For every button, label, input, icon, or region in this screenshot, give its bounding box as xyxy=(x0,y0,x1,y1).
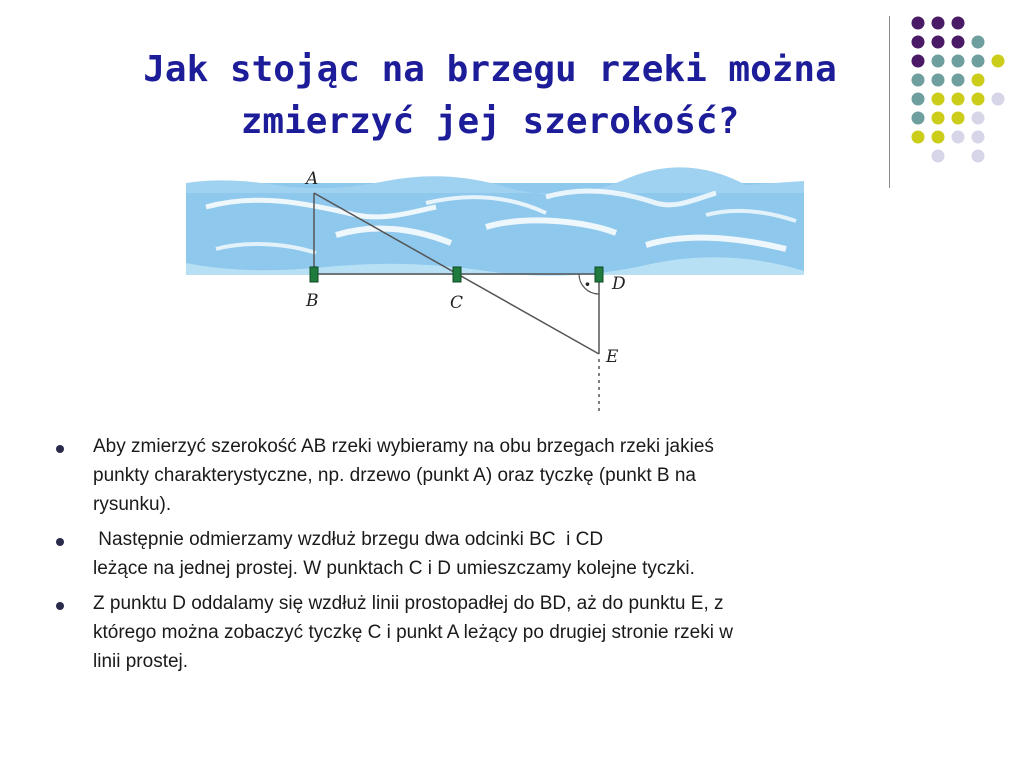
bullet-text-line: rysunku). xyxy=(93,494,172,515)
river xyxy=(186,167,804,275)
bullet-item xyxy=(56,432,976,519)
label-c: C xyxy=(450,293,464,313)
bullet-item xyxy=(56,525,976,583)
bullet-text-line: punkty charakterystyczne, np. drzewo (punkt A) oraz tyczkę (punkt B na xyxy=(93,465,696,486)
label-d: D xyxy=(612,274,626,294)
pole-c xyxy=(453,267,461,282)
label-e: E xyxy=(606,347,619,367)
dot-row-7 xyxy=(912,131,985,144)
decorative-divider xyxy=(889,16,890,188)
title-line-2: zmierzyć jej szerokość? xyxy=(240,101,740,142)
dot-row-8 xyxy=(932,150,985,163)
slide-title xyxy=(90,44,890,148)
dot-row-2 xyxy=(912,36,985,49)
bullet-dot-icon xyxy=(56,538,64,546)
bullet-item xyxy=(56,589,976,676)
bullet-text-line: Następnie odmierzamy wzdłuż brzegu dwa odcinki BC i CD xyxy=(93,529,604,550)
dot-row-5 xyxy=(912,93,1005,106)
bullet-text-line: którego można zobaczyć tyczkę C i punkt A leżący po drugiej stronie rzeki w xyxy=(93,622,733,643)
bullet-list xyxy=(56,432,976,682)
bullet-text-line: Z punktu D oddalamy się wzdłuż linii prostopadłej do BD, aż do punktu E, z xyxy=(93,593,724,614)
bullet-dot-icon xyxy=(56,445,64,453)
dot-row-3 xyxy=(912,55,1005,68)
title-line-1: Jak stojąc na brzegu rzeki można xyxy=(143,49,837,90)
label-b: B xyxy=(306,291,319,311)
dot-row-4 xyxy=(912,74,985,87)
label-a: A xyxy=(306,169,319,189)
pole-d xyxy=(595,267,603,282)
bullet-text-line: linii prostej. xyxy=(93,651,189,672)
river-width-diagram xyxy=(186,163,806,415)
bullet-text-line: leżące na jednej prostej. W punktach C i D umieszczamy kolejne tyczki. xyxy=(93,558,695,579)
dot-row-6 xyxy=(912,112,985,125)
decorative-dot-grid xyxy=(900,10,1024,170)
pole-b xyxy=(310,267,318,282)
bullet-text-line: Aby zmierzyć szerokość AB rzeki wybieramy na obu brzegach rzeki jakieś xyxy=(93,436,714,457)
dot-row-1 xyxy=(912,17,965,30)
right-angle-dot: · xyxy=(584,272,591,296)
bullet-dot-icon xyxy=(56,602,64,610)
